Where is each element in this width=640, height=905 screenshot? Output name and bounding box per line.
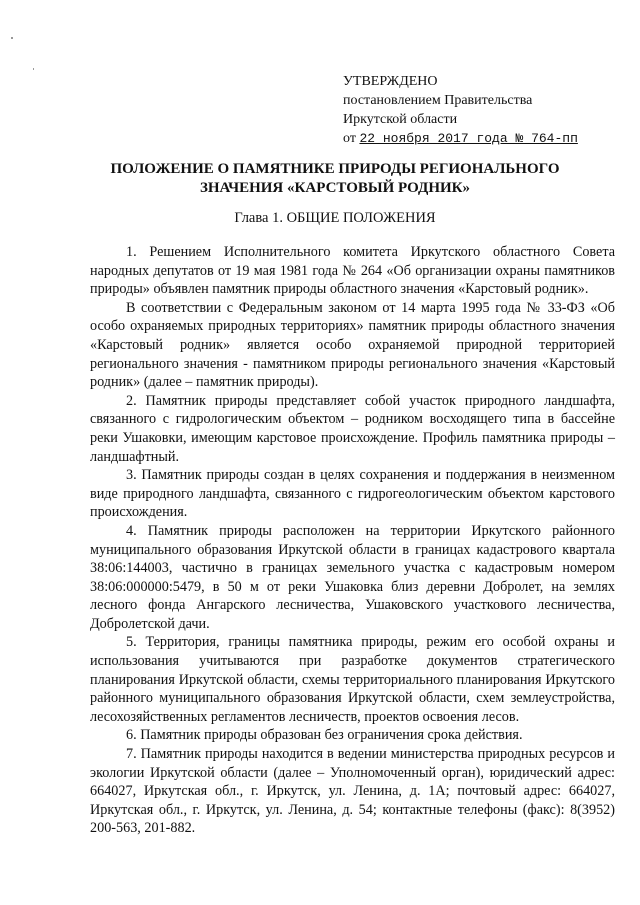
- title-line-2: ЗНАЧЕНИЯ «КАРСТОВЫЙ РОДНИК»: [199, 180, 471, 196]
- approval-heading: УТВЕРЖДЕНО: [343, 74, 438, 89]
- paragraph-4: 4. Памятник природы расположен на территории Иркутского районного муниципального образования Иркутской области в границах кадастрового квартала 38:06:144003, частично в границах земельного участка с кадастровым номером 38:06:000000:5479, в 50 м от реки Ушаковка близ деревни Добролет, на землях лесного фонда Ангарского лесничества, Ушаковского участкового лесничества, Добролетской дачи.: [90, 522, 615, 632]
- paragraph-7: 7. Памятник природы находится в ведении министерства природных ресурсов и экологии Иркутской области (далее – Уполномоченный орган), юридический адрес: 664027, Иркутская обл., г. Иркутск, ул. Ленина, д. 1А; почтовый адрес: 664027, Иркутская обл., г. Иркутск, ул. Ленина, д. 54; контактные телефоны (факс): 8(3952) 200-563, 201-882.: [90, 746, 615, 837]
- paragraph-1-continued: В соответствии с Федеральным законом от 14 марта 1995 года № 33-ФЗ «Об особо охраняемых природных территориях» памятник природы областного значения «Карстовый родник» является особо охраняемой природной территорией регионального значения - памятником природы регионального значения «Карстовый родник» (далее – памятник природы).: [90, 299, 615, 391]
- title-line-1: ПОЛОЖЕНИЕ О ПАМЯТНИКЕ ПРИРОДЫ РЕГИОНАЛЬНОГО: [110, 161, 560, 177]
- document-title: [70, 160, 600, 198]
- approval-resolution: постановлением Правительства: [343, 93, 533, 108]
- approval-stamp-block: [343, 72, 603, 148]
- approval-date-prefix: от: [343, 131, 360, 146]
- paragraph-5: 5. Территория, границы памятника природы, режим его особой охраны и использования учитываются при разработке документов стратегического планирования Иркутской области, схемы территориального планирования Иркутского районного муниципального образования Иркутской области, схем землеустройства, лесохозяйственных регламентов лесничеств, проектов освоения лесов.: [90, 634, 615, 725]
- approval-region: Иркутской области: [343, 112, 458, 127]
- document-body: [90, 243, 615, 838]
- approval-date-line: [343, 129, 603, 148]
- scan-speck: [33, 68, 34, 70]
- paragraph-3: 3. Памятник природы создан в целях сохранения и поддержания в неизменном виде природного ландшафта, связанного с гидрогеологическим объектом карстового происхождения.: [90, 467, 615, 521]
- paragraph-1: 1. Решением Исполнительного комитета Иркутского областного Совета народных депутатов от 19 мая 1981 года № 264 «Об организации охраны памятников природы» объявлен памятник природы областного значения «Карстовый родник».: [90, 244, 615, 298]
- scan-speck: [11, 37, 13, 39]
- paragraph-6: 6. Памятник природы образован без ограничения срока действия.: [126, 727, 523, 744]
- chapter-heading: Глава 1. ОБЩИЕ ПОЛОЖЕНИЯ: [234, 210, 436, 226]
- paragraph-2: 2. Памятник природы представляет собой участок природного ландшафта, связанного с гидрологическим объектом – родником восходящего типа в бассейне реки Ушаковки, имеющим карстовое происхождение. Профиль памятника природы – ландшафтный.: [90, 392, 615, 465]
- approval-date-number: 22 ноября 2017 года № 764-пп: [359, 131, 578, 146]
